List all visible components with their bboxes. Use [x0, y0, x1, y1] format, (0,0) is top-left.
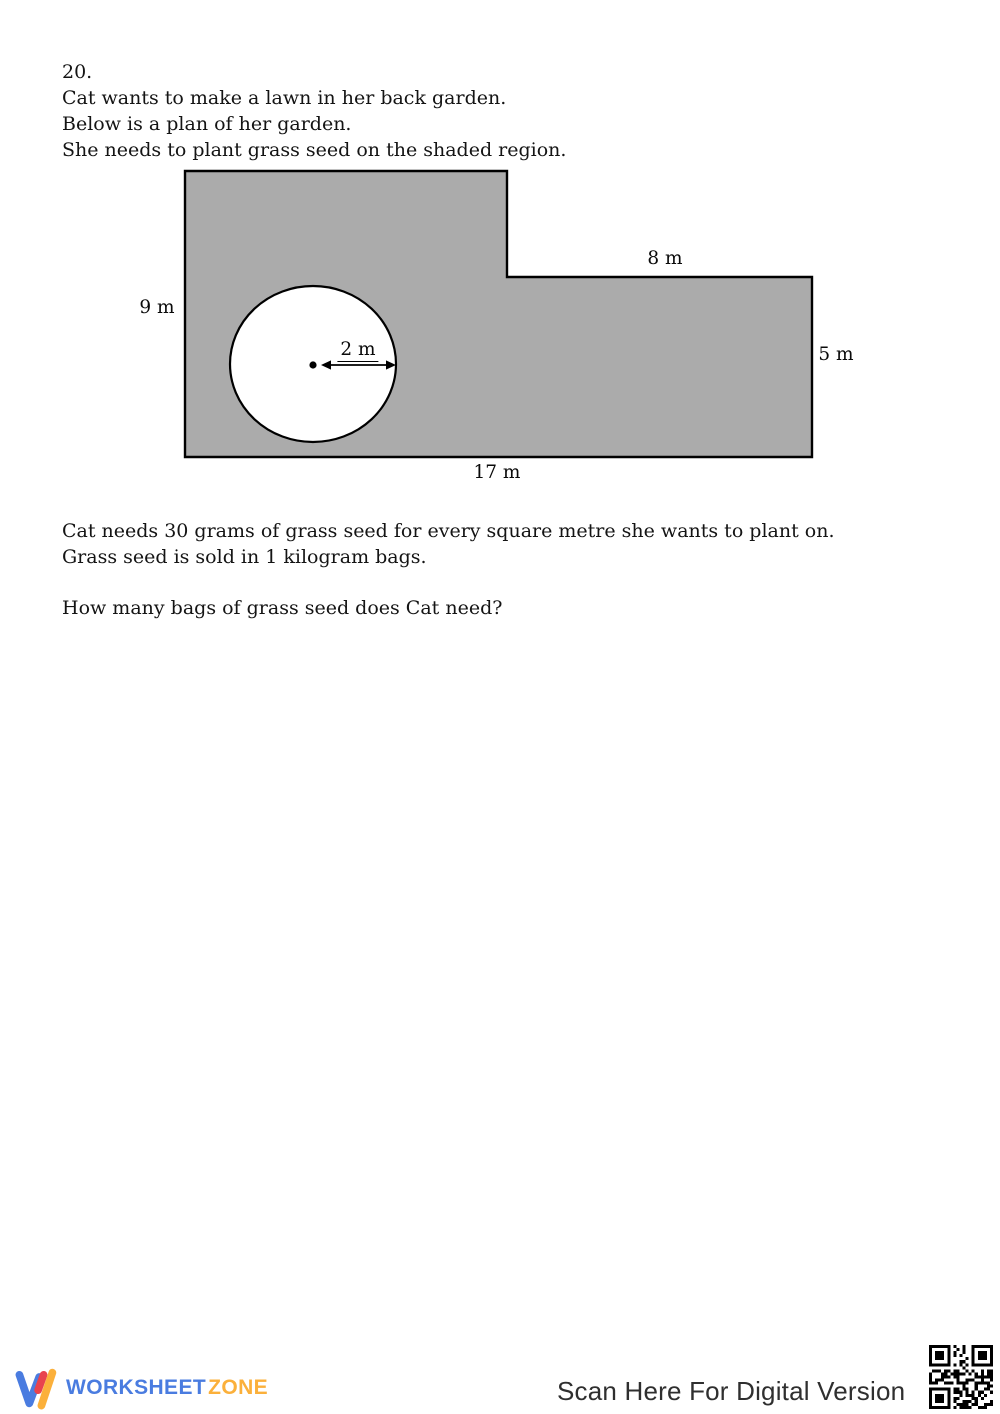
dim-label-right: 5 m [818, 344, 854, 365]
dim-label-left: 9 m [139, 297, 175, 318]
worksheetzone-w-icon [15, 1366, 59, 1410]
question-intro-block [62, 59, 566, 163]
brand-word-zone: ZONE [208, 1376, 269, 1399]
intro-line-3: She needs to plant grass seed on the shaded region. [62, 139, 567, 161]
scan-here-text: Scan Here For Digital Version [557, 1376, 906, 1406]
circle-center-dot [309, 361, 316, 368]
intro-line-1: Cat wants to make a lawn in her back garden. [62, 87, 507, 109]
body-line-1: Cat needs 30 grams of grass seed for every square metre she wants to plant on. [62, 520, 835, 542]
garden-plan-diagram [140, 160, 870, 495]
dim-label-radius: 2 m [337, 340, 378, 362]
intro-line-2: Below is a plan of her garden. [62, 113, 352, 135]
dim-label-bottom: 17 m [473, 462, 521, 483]
dim-label-top-right: 8 m [647, 248, 683, 269]
brand-text [66, 1376, 268, 1400]
body-line-2: Grass seed is sold in 1 kilogram bags. [62, 546, 427, 568]
qr-code-icon [927, 1343, 995, 1411]
brand-word-worksheet: WORKSHEET [66, 1376, 207, 1399]
final-question-block [62, 595, 502, 621]
worksheetzone-logo [15, 1365, 268, 1411]
body-text-block [62, 518, 835, 570]
garden-plan-shape [140, 160, 870, 495]
question-number: 20. [62, 61, 93, 83]
question-line: How many bags of grass seed does Cat need? [62, 597, 503, 619]
